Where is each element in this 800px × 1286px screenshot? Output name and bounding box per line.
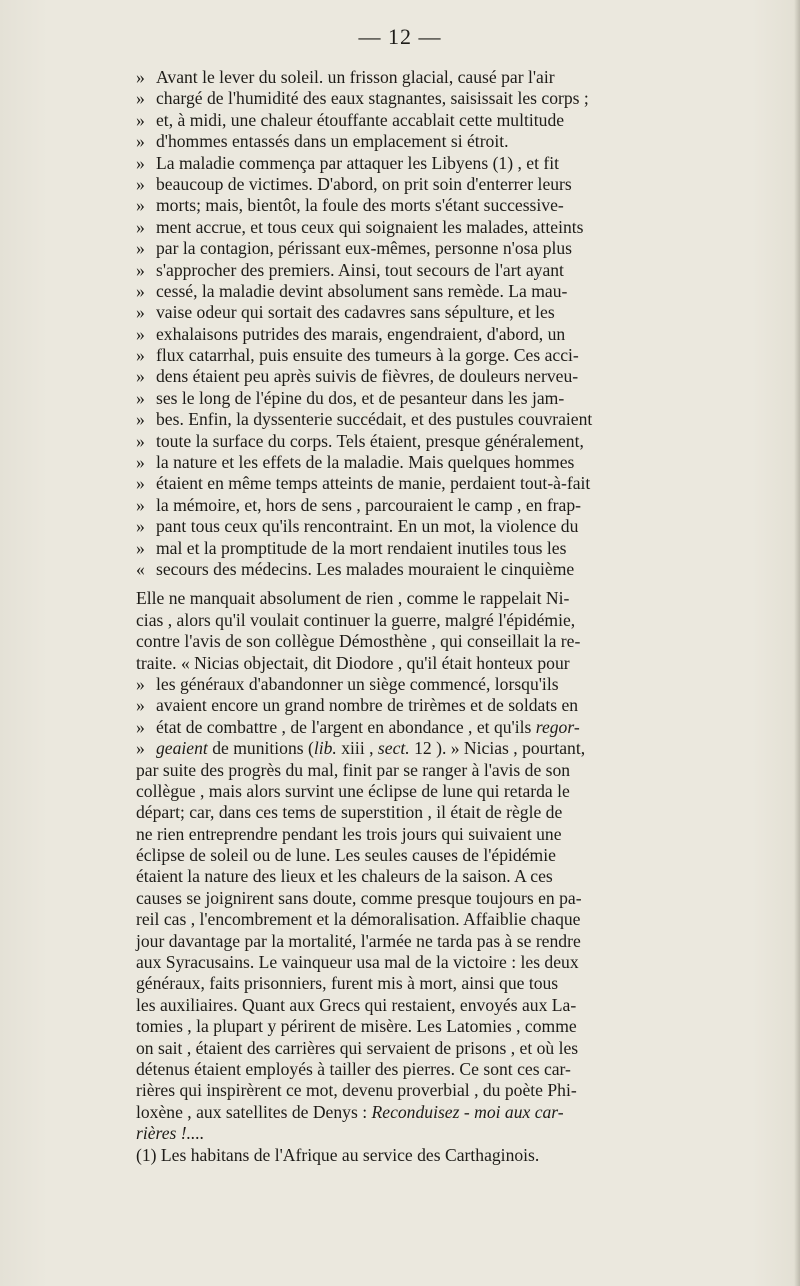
quoted-line: » et, à midi, une chaleur étouffante accablait cette multitude <box>136 109 565 130</box>
quoted-line: « secours des médecins. Les malades mouraient le cinquième <box>136 558 575 579</box>
text-line: » les généraux d'abandonner un siège commencé, lorsqu'ils <box>136 673 559 694</box>
quoted-line: » La maladie commença par attaquer les Libyens (1) , et fit <box>136 152 560 173</box>
quote-mark: » <box>136 238 145 259</box>
quote-mark: » <box>136 302 145 323</box>
quoted-line: » dens étaient peu après suivis de fièvres, de douleurs nerveu- <box>136 366 579 387</box>
quoted-line: » étaient en même temps atteints de manie, perdaient tout-à-fait <box>136 473 591 494</box>
text-line: » avaient encore un grand nombre de trirèmes et de soldats en <box>136 695 579 716</box>
page-edge-shadow <box>794 0 800 1286</box>
text-line: causes se joignirent sans doute, comme presque toujours en pa- <box>136 887 582 908</box>
text-line: » geaient de munitions (lib. xiii , sect. 12 ). » Nicias , pourtant, <box>136 738 586 759</box>
quoted-line: » vaise odeur qui sortait des cadavres sans sépulture, et les <box>136 302 555 323</box>
quote-mark: » <box>136 716 145 737</box>
text-line: généraux, faits prisonniers, furent mis à mort, ainsi que tous <box>136 973 559 994</box>
quote-mark: « <box>136 558 145 579</box>
text-line: par suite des progrès du mal, finit par se ranger à l'avis de son <box>136 759 571 780</box>
quote-mark: » <box>136 195 145 216</box>
quoted-line: » toute la surface du corps. Tels étaient, presque généralement, <box>136 430 584 451</box>
quote-mark: » <box>136 109 145 130</box>
quoted-line: » beaucoup de victimes. D'abord, on prit soin d'enterrer leurs <box>136 173 572 194</box>
text-line: contre l'avis de son collègue Démosthène , qui conseillait la re- <box>136 631 581 652</box>
quote-mark: » <box>136 738 145 759</box>
page-number: — 12 — <box>358 24 442 49</box>
quote-mark: » <box>136 345 145 366</box>
quoted-line: » flux catarrhal, puis ensuite des tumeurs à la gorge. Ces acci- <box>136 345 579 366</box>
quote-mark: » <box>136 387 145 408</box>
quote-mark: » <box>136 88 145 109</box>
text-line: reil cas , l'encombrement et la démoralisation. Affaiblie chaque <box>136 909 581 930</box>
quoted-line: » exhalaisons putrides des marais, engendraient, d'abord, un <box>136 323 566 344</box>
quote-mark: » <box>136 473 145 494</box>
text-line: on sait , étaient des carrières qui servaient de prisons , et où les <box>136 1037 579 1058</box>
quoted-line: » morts; mais, bientôt, la foule des morts s'étant successive- <box>136 195 564 216</box>
text-line: aux Syracusains. Le vainqueur usa mal de la victoire : les deux <box>136 952 579 973</box>
quoted-line: » ses le long de l'épine du dos, et de pesanteur dans les jam- <box>136 387 565 408</box>
quote-mark: » <box>136 494 145 515</box>
text-line: cias , alors qu'il voulait continuer la guerre, malgré l'épidémie, <box>136 609 576 630</box>
text-line: tomies , la plupart y périrent de misère. Les Latomies , comme <box>136 1016 577 1037</box>
text-line: collègue , mais alors survint une éclipse de lune qui retarda le <box>136 780 570 801</box>
quote-mark: » <box>136 366 145 387</box>
quote-mark: » <box>136 216 145 237</box>
quote-mark: » <box>136 673 145 694</box>
main-paragraph <box>136 588 742 1166</box>
quoted-line: » ment accrue, et tous ceux qui soignaient les malades, atteints <box>136 216 584 237</box>
quote-mark: » <box>136 516 145 537</box>
quoted-line: » la nature et les effets de la maladie. Mais quelques hommes <box>136 452 575 473</box>
quote-mark: » <box>136 131 145 152</box>
quote-mark: » <box>136 323 145 344</box>
quoted-line: » par la contagion, périssant eux-mêmes, personne n'osa plus <box>136 238 573 259</box>
text-line: traite. « Nicias objectait, dit Diodore , qu'il était honteux pour <box>136 652 570 673</box>
quoted-line: » bes. Enfin, la dyssenterie succédait, et des pustules couvraient <box>136 409 593 430</box>
quote-mark: » <box>136 452 145 473</box>
text-line: éclipse de soleil ou de lune. Les seules causes de l'épidémie <box>136 845 556 866</box>
quoted-line: » d'hommes entassés dans un emplacement si étroit. <box>136 131 509 152</box>
quote-mark: » <box>136 259 145 280</box>
quoted-line: » mal et la promptitude de la mort rendaient inutiles tous les <box>136 537 567 558</box>
quoted-passage <box>136 67 742 580</box>
quoted-line: » s'approcher des premiers. Ainsi, tout secours de l'art ayant <box>136 259 564 280</box>
quoted-line: » la mémoire, et, hors de sens , parcouraient le camp , en frap- <box>136 494 582 515</box>
text-line: loxène , aux satellites de Denys : Reconduisez - moi aux car- <box>136 1101 564 1122</box>
quoted-line: » pant tous ceux qu'ils rencontraint. En un mot, la violence du <box>136 516 579 537</box>
quote-mark: » <box>136 695 145 716</box>
text-line: étaient la nature des lieux et les chaleurs de la saison. A ces <box>136 866 553 887</box>
text-line: départ; car, dans ces tems de superstition , il était de règle de <box>136 802 563 823</box>
quote-mark: » <box>136 537 145 558</box>
quote-mark: » <box>136 430 145 451</box>
text-line: jour davantage par la mortalité, l'armée ne tarda pas à se rendre <box>136 930 581 951</box>
quoted-line: » cessé, la maladie devint absolument sans remède. La mau- <box>136 280 568 301</box>
quoted-line: » chargé de l'humidité des eaux stagnantes, saisissait les corps ; <box>136 88 589 109</box>
quote-mark: » <box>136 152 145 173</box>
quote-mark: » <box>136 67 145 87</box>
text-line: ne rien entreprendre pendant les trois jours qui suivaient une <box>136 823 562 844</box>
quote-mark: » <box>136 173 145 194</box>
text-line: les auxiliaires. Quant aux Grecs qui restaient, envoyés aux La- <box>136 994 577 1015</box>
quote-mark: » <box>136 280 145 301</box>
body-text <box>136 67 742 1166</box>
text-line: » état de combattre , de l'argent en abondance , et qu'ils regor- <box>136 716 580 737</box>
text-line: rières !.... <box>136 1123 205 1144</box>
text-line: Elle ne manquait absolument de rien , comme le rappelait Ni- <box>136 588 570 609</box>
text-line: détenus étaient employés à tailler des pierres. Ce sont ces car- <box>136 1058 571 1079</box>
quoted-line: » Avant le lever du soleil. un frisson glacial, causé par l'air <box>136 67 555 87</box>
quote-mark: » <box>136 409 145 430</box>
footnote: (1) Les habitans de l'Afrique au service des Carthaginois. <box>136 1144 540 1165</box>
text-line: rières qui inspirèrent ce mot, devenu proverbial , du poète Phi- <box>136 1080 577 1101</box>
